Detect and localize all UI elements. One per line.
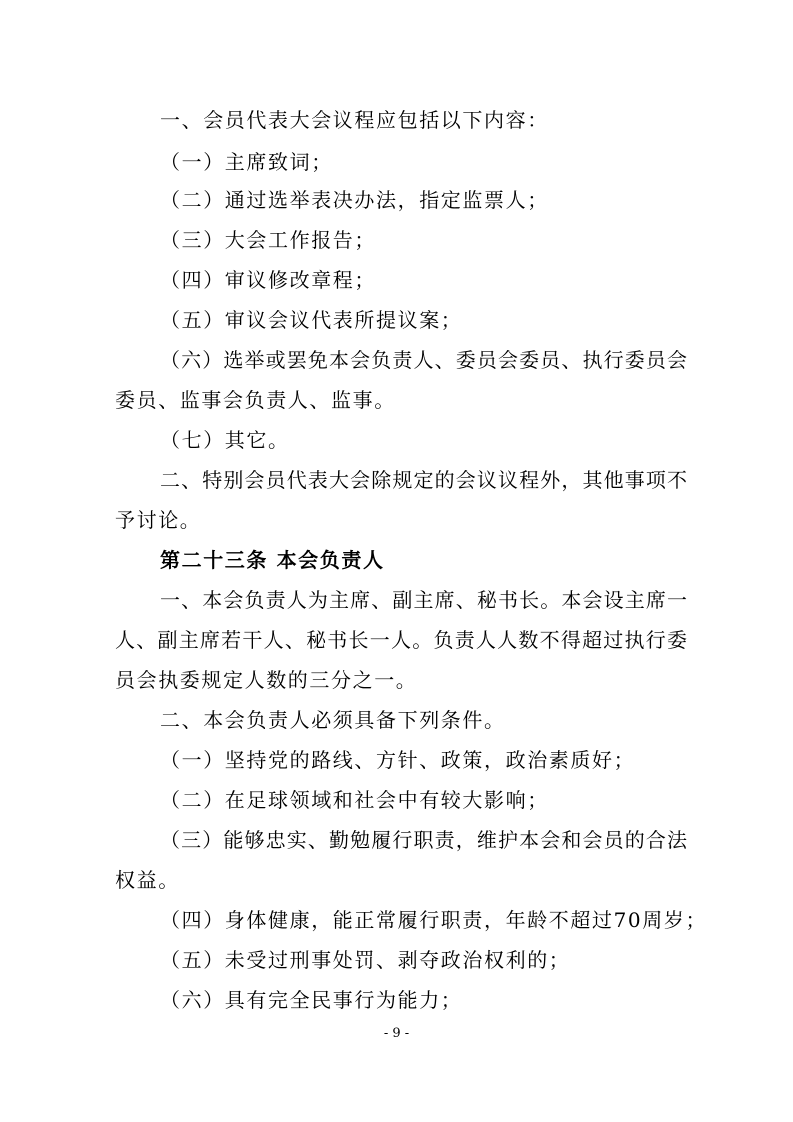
agenda-item-4: （四）审议修改章程；: [160, 268, 376, 292]
leaders-paragraph-line-3: 员会执委规定人数的三分之一。: [115, 668, 418, 692]
requirement-3-line-2: 权益。: [115, 868, 180, 892]
leaders-paragraph-line-2: 人、副主席若干人、秘书长一人。负责人人数不得超过执行委: [115, 628, 687, 652]
special-congress-line-1: 二、特别会员代表大会除规定的会议议程外，其他事项不: [160, 468, 687, 492]
agenda-item-6-line-2: 委员、监事会负责人、监事。: [115, 388, 396, 412]
agenda-item-1: （一）主席致词；: [160, 150, 333, 174]
agenda-item-5: （五）审议会议代表所提议案；: [160, 308, 463, 332]
requirement-4: （四）身体健康，能正常履行职责，年龄不超过70周岁；: [160, 908, 708, 932]
requirements-intro: 二、本会负责人必须具备下列条件。: [160, 708, 506, 732]
requirement-3-line-1: （三）能够忠实、勤勉履行职责，维护本会和会员的合法: [160, 828, 687, 852]
leaders-paragraph-line-1: 一、本会负责人为主席、副主席、秘书长。本会设主席一: [160, 588, 687, 612]
agenda-item-7: （七）其它。: [160, 428, 290, 452]
article-heading: 第二十三条 本会负责人: [160, 548, 385, 572]
requirement-2: （二）在足球领域和社会中有较大影响；: [160, 788, 549, 812]
agenda-intro: 一、会员代表大会议程应包括以下内容：: [160, 108, 549, 132]
requirement-5: （五）未受过刑事处罚、剥夺政治权利的；: [160, 948, 571, 972]
requirement-6: （六）具有完全民事行为能力；: [160, 988, 463, 1012]
special-congress-line-2: 予讨论。: [115, 508, 202, 532]
agenda-item-6-line-1: （六）选举或罢免本会负责人、委员会委员、执行委员会: [160, 348, 687, 372]
agenda-item-2: （二）通过选举表决办法，指定监票人；: [160, 188, 549, 212]
page-number: - 9 -: [383, 1026, 410, 1041]
agenda-item-3: （三）大会工作报告；: [160, 228, 376, 252]
requirement-1: （一）坚持党的路线、方针、政策，政治素质好；: [160, 748, 636, 772]
